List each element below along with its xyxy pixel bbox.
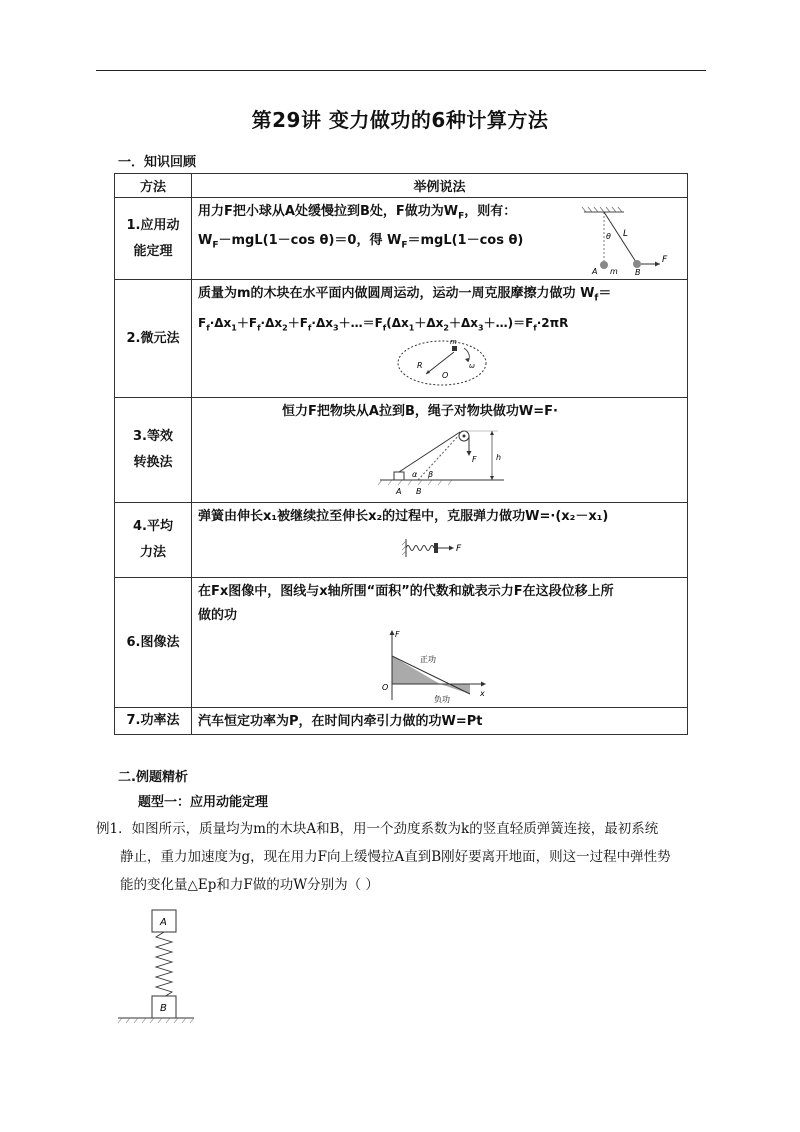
method-cell — [115, 708, 192, 735]
example-text: 弹簧由伸长x₁被继续拉至伸长x₂的过程中，克服弹力做功W=·(x₂－x₁) — [198, 509, 609, 524]
example-line: 例1．如图所示，质量均为m的木块A和B，用一个劲度系数为k的竖直轻质弹簧连接，最初系统 — [96, 821, 659, 837]
spring-blocks-figure — [116, 906, 196, 1026]
column-header-example: 举例说法 — [192, 174, 688, 198]
method-label: 力法 — [139, 545, 166, 560]
method-cell — [115, 280, 192, 398]
svg-text:x: x — [480, 689, 485, 698]
force-displacement-graph — [380, 628, 500, 704]
method-label: 转换法 — [133, 455, 173, 470]
svg-text:F: F — [395, 630, 400, 639]
example-cell — [192, 398, 688, 503]
svg-text:O: O — [382, 683, 389, 692]
svg-text:正功: 正功 — [420, 655, 436, 664]
svg-text:F: F — [662, 255, 668, 265]
table-row — [115, 398, 688, 503]
svg-text:B: B — [160, 1003, 167, 1014]
example-cell — [192, 198, 688, 280]
example-cell — [192, 578, 688, 708]
circular-motion-figure — [392, 336, 492, 392]
method-cell — [115, 503, 192, 578]
example-line: 能的变化量△Ep和力F做的功W分别为（ ） — [120, 877, 379, 893]
svg-text:B: B — [635, 268, 641, 276]
table-row — [115, 280, 688, 398]
svg-text:O: O — [442, 371, 449, 380]
subsection-heading: 题型一：应用动能定理 — [138, 795, 269, 810]
example-text: 恒力F把物块从A拉到B，绳子对物块做功W=F· — [282, 404, 558, 419]
table-row — [115, 198, 688, 280]
svg-text:F: F — [456, 544, 462, 554]
header-rule — [96, 70, 706, 71]
table-row — [115, 708, 688, 735]
spring-figure — [402, 537, 482, 559]
method-label: 6.图像法 — [126, 634, 180, 650]
svg-text:B: B — [416, 487, 422, 496]
example-cell — [192, 503, 688, 578]
svg-text:L: L — [623, 229, 629, 239]
example-line: 静止，重力加速度为g，现在用力F向上缓慢拉A直到B刚好要离开地面，则这一过程中弹性势 — [120, 849, 671, 865]
methods-table — [114, 173, 688, 735]
method-cell — [115, 578, 192, 708]
svg-text:m: m — [450, 338, 457, 346]
table-row — [115, 578, 688, 708]
svg-text:ω: ω — [469, 362, 475, 370]
pulley-figure — [372, 428, 512, 500]
svg-text:A: A — [592, 267, 598, 276]
svg-text:β: β — [428, 470, 434, 479]
method-label: 3.等效 — [133, 429, 173, 444]
svg-text:m: m — [610, 267, 618, 276]
example-text: 汽车恒定功率为P，在时间内牵引力做的功W=Pt — [198, 714, 483, 729]
method-cell — [115, 398, 192, 503]
svg-text:h: h — [496, 453, 502, 462]
svg-text:A: A — [396, 487, 402, 496]
section-heading-examples: 二.例题精析 — [118, 770, 188, 785]
method-label: 4.平均 — [133, 519, 173, 534]
example-cell — [192, 280, 688, 398]
svg-text:A: A — [160, 917, 167, 928]
method-label: 1.应用动 — [126, 217, 180, 233]
column-header-method: 方法 — [115, 174, 192, 198]
svg-text:θ: θ — [606, 232, 611, 241]
example-text: 在Fx图像中，图线与x轴所围“面积”的代数和就表示力F在这段位移上所 做的功 — [198, 584, 614, 623]
method-cell — [115, 198, 192, 280]
method-label: 2.微元法 — [126, 330, 180, 346]
svg-text:负功: 负功 — [434, 695, 450, 704]
table-header-row — [115, 174, 688, 198]
svg-text:R: R — [417, 361, 423, 370]
example-text: 质量为m的木块在水平面内做圆周运动，运动一周克服摩擦力做功 $W_f=$ $F_f\cdot\Delta x_1+F_f\cdot\Delta x_2+F_f\cdot\Delta x_3+\dots=F_f(\Delta x_1+\Delta x_2+\Delta x_3+\dots)=F_f\cdot 2\pi R$ — [198, 286, 612, 332]
pendulum-figure — [560, 206, 680, 276]
svg-text:α: α — [412, 470, 418, 479]
section-heading-review: 一．知识回顾 — [118, 155, 197, 170]
example-problem — [96, 815, 708, 899]
page-title: 第29讲 变力做功的6种计算方法 — [251, 108, 549, 132]
example-text: 用力F把小球从A处缓慢拉到B处，F做功为$W_F$，则有： $W_F-mgL(1-\cos$ θ)＝0，得 $W_F=mgL(1-\cos$ θ) — [198, 204, 524, 251]
svg-text:F: F — [472, 455, 477, 464]
table-row — [115, 503, 688, 578]
method-label: 7.功率法 — [126, 713, 180, 728]
method-label: 能定理 — [133, 243, 173, 259]
example-cell — [192, 708, 688, 735]
